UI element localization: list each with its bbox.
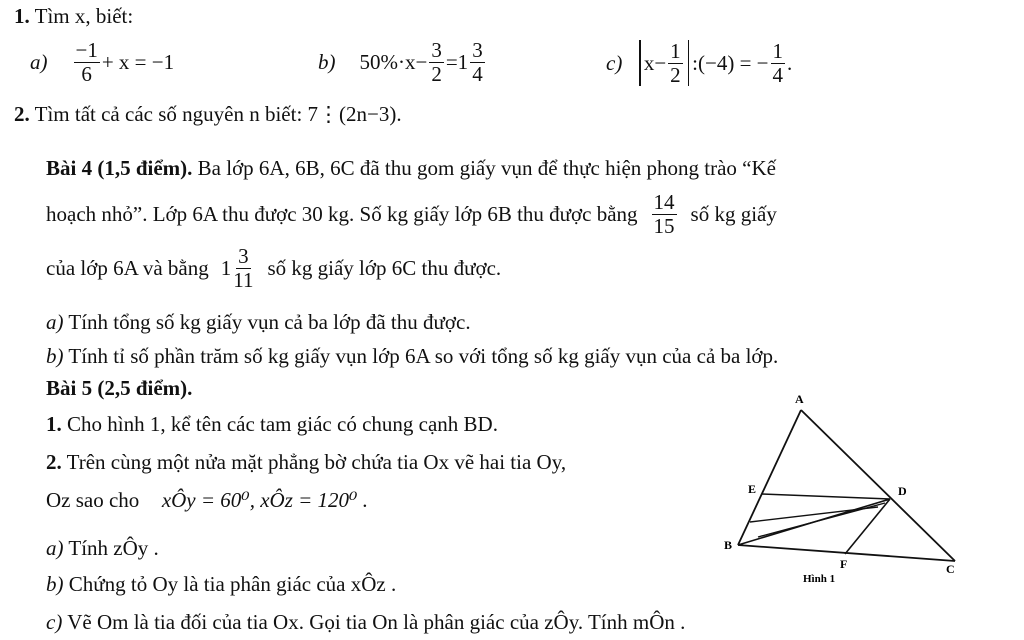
- bai5-q1: [46, 414, 498, 435]
- line-text: Ba lớp 6A, 6B, 6C đã thu gom giấy vụn để thực hiện phong trào “Kế: [192, 156, 776, 180]
- abs-bar-left: [639, 40, 641, 86]
- equation-a: [30, 40, 174, 85]
- label-E: E: [748, 482, 757, 496]
- label-b: b): [318, 50, 336, 74]
- question-number: 2.: [46, 450, 62, 474]
- bai5-title: Bài 5 (2,5 điểm).: [46, 376, 193, 400]
- numerator: 1: [670, 38, 681, 63]
- question-text: Trên cùng một nửa mặt phẳng bờ chứa tia Ox vẽ hai tia Oy,: [66, 450, 567, 474]
- bai5-question-b: [46, 574, 396, 595]
- line-text: Oz sao cho: [46, 488, 140, 512]
- problem-number: 2.: [14, 102, 30, 126]
- label-C: C: [946, 562, 955, 576]
- bai5-q2: [46, 452, 566, 473]
- label-a: a): [30, 50, 48, 74]
- bai4-question-b: [46, 346, 778, 367]
- numerator: 3: [472, 38, 483, 62]
- bai4-line3: [46, 246, 501, 291]
- label-F: F: [840, 557, 848, 571]
- question-text: Tính tổng số kg giấy vụn cả ba lớp đã thu được.: [68, 310, 471, 334]
- question-text: Tính zÔy .: [68, 536, 159, 560]
- bai5-question-c: [46, 612, 685, 633]
- label-c: c): [46, 610, 63, 634]
- numerator: −1: [75, 38, 98, 62]
- segment-AC: [801, 410, 955, 561]
- bai4-question-a: [46, 312, 471, 333]
- denominator: 11: [233, 268, 254, 292]
- label-B: B: [724, 538, 733, 552]
- question-text: Tính tỉ số phần trăm số kg giấy vụn lớp 6A so với tổng số kg giấy vụn của cả ba lớp.: [68, 344, 779, 368]
- angle-conditions: xÔy = 60⁰, xÔz = 120⁰ .: [161, 488, 368, 512]
- fraction: [668, 38, 683, 87]
- bai4-line1: [46, 158, 776, 179]
- problem-number: 1.: [14, 4, 30, 28]
- expr-eq: =1: [445, 50, 469, 74]
- line-text: của lớp 6A và bằng: [46, 256, 209, 280]
- label-D: D: [898, 484, 907, 498]
- numerator: 3: [431, 38, 442, 62]
- question-text: Cho hình 1, kể tên các tam giác có chung cạnh BD.: [67, 412, 498, 436]
- fraction: [74, 40, 100, 85]
- denominator: 4: [472, 62, 483, 86]
- label-a: a): [46, 536, 64, 560]
- expr: x−: [643, 50, 667, 75]
- fraction-14-15: [652, 192, 677, 237]
- abs-bar-right: [688, 40, 690, 86]
- problem-1-heading: [14, 6, 133, 27]
- line-text: hoạch nhỏ”. Lớp 6A thu được 30 kg. Số kg giấy lớp 6B thu được bằng: [46, 202, 638, 226]
- denominator: 2: [431, 62, 442, 86]
- expr: 50%·x−: [359, 50, 428, 74]
- label-b: b): [46, 344, 64, 368]
- bai5-question-a: [46, 538, 159, 559]
- numerator: 1: [772, 38, 784, 63]
- equation-c: [606, 40, 792, 86]
- label-A: A: [795, 392, 804, 406]
- problem-2: [14, 104, 402, 125]
- numerator: 3: [238, 244, 249, 268]
- equation-rest: + x = −1: [101, 50, 175, 74]
- denominator: 6: [81, 62, 92, 86]
- segment-ED: [762, 494, 890, 499]
- bai5-q2-line2: [46, 490, 368, 511]
- section-title: Bài 4 (1,5 điểm).: [46, 156, 193, 180]
- question-text: Chứng tỏ Oy là tia phân giác của xÔz .: [68, 572, 397, 596]
- denominator: 15: [653, 214, 675, 238]
- numerator: 14: [653, 190, 675, 214]
- segment-AB: [738, 410, 801, 545]
- label-c: c): [606, 50, 623, 75]
- fraction-3-11: [233, 246, 253, 291]
- fraction: [429, 40, 444, 85]
- line-text: số kg giấy lớp 6C thu được.: [267, 256, 502, 280]
- heading-text: Tìm x, biết:: [34, 4, 134, 28]
- denominator: 4: [772, 62, 784, 87]
- label-a: a): [46, 310, 64, 334]
- equation-b: [318, 40, 487, 85]
- mixed-whole: 1: [220, 256, 232, 280]
- geometry-figure: [700, 385, 980, 595]
- fraction: [771, 38, 786, 87]
- denominator: 2: [670, 62, 681, 87]
- segment-inner-1: [750, 507, 878, 522]
- mixed-fraction: [470, 40, 485, 85]
- problem-text: Tìm tất cả các số nguyên n biết: 7⋮(2n−3).: [34, 102, 402, 126]
- question-text: Vẽ Om là tia đối của tia Ox. Gọi tia On là phân giác của zÔy. Tính mÔn .: [67, 610, 686, 634]
- expr-mid: :(−4) = −: [692, 50, 769, 75]
- label-b: b): [46, 572, 64, 596]
- figure-caption: Hình 1: [803, 573, 836, 585]
- bai4-line2: [46, 192, 777, 237]
- question-number: 1.: [46, 412, 62, 436]
- line-text: số kg giấy: [690, 202, 777, 226]
- segment-inner-2: [758, 503, 885, 537]
- period: .: [787, 50, 793, 75]
